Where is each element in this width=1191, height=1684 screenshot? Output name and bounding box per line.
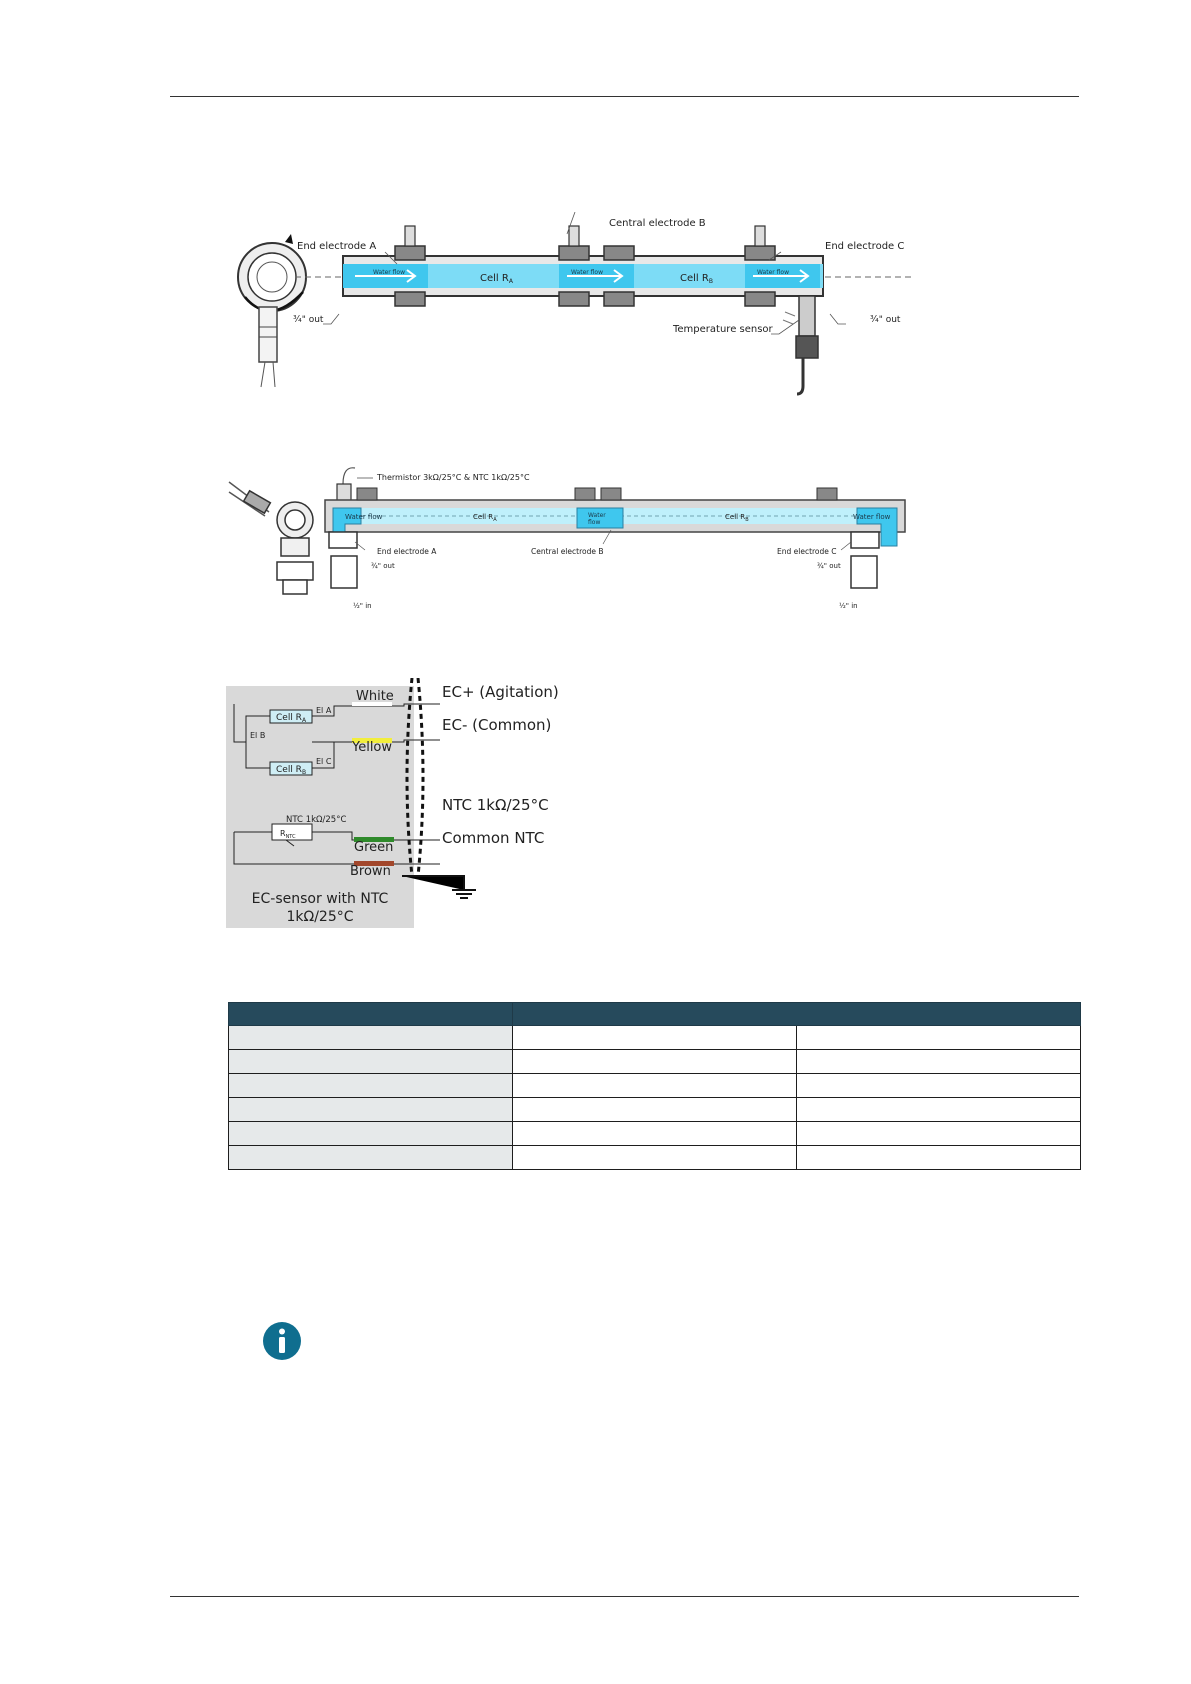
callout-end-electrode-a-2: End electrode A (377, 547, 437, 556)
water-flow-label-3: Water flow (757, 269, 790, 276)
table-row (229, 1050, 1081, 1074)
header-rule (170, 96, 1079, 97)
water-flow-label-2: Water flow (571, 269, 604, 276)
table-row (229, 1026, 1081, 1050)
temperature-sensor-part (783, 296, 818, 394)
table-cell (797, 1098, 1081, 1122)
table-cell (797, 1050, 1081, 1074)
table-header-cell (229, 1003, 513, 1026)
callout-in-right-2: ½" in (839, 602, 858, 610)
table-cell (229, 1146, 513, 1170)
table-cell (513, 1026, 797, 1050)
cell-ra-label-2: Cell $R_A$ (473, 513, 497, 523)
table-header-cell (513, 1003, 1081, 1026)
callout-out-left-2: ¾" out (371, 562, 395, 570)
figure-flowcell-variant (225, 462, 925, 614)
callout-in-left-2: ½" in (353, 602, 372, 610)
figure-wiring-diagram (226, 678, 586, 928)
table-row (229, 1122, 1081, 1146)
wire-brown-label: Brown (350, 864, 391, 879)
cell-rb-label-2: Cell $R_B$ (725, 513, 749, 523)
table-cell (229, 1026, 513, 1050)
pipe-end-view (238, 234, 306, 387)
table-header-row (229, 1003, 1081, 1026)
callout-end-electrode-a: End electrode A (297, 241, 377, 252)
rntc-text: $R_{NTC}$ (280, 829, 296, 840)
callout-end-electrode-c: End electrode C (825, 241, 905, 252)
callout-central-electrode-b: Central electrode B (609, 218, 706, 229)
water-flow-right: Water flow (853, 513, 891, 521)
cell-rb-text: Cell $R_B$ (276, 765, 307, 776)
pipe-end-view-2 (229, 482, 313, 594)
water-flow-left: Water flow (345, 513, 383, 521)
cell-ra-text: Cell $R_A$ (276, 713, 307, 724)
callout-temperature-sensor: Temperature sensor (673, 324, 773, 335)
table-cell (513, 1050, 797, 1074)
table-cell (229, 1074, 513, 1098)
table-row (229, 1074, 1081, 1098)
callout-out-left: ¾" out (293, 315, 324, 325)
callout-central-electrode-b-2: Central electrode B (531, 547, 604, 556)
callout-out-right-2: ¾" out (817, 562, 841, 570)
water-flow-center-2: flow (588, 519, 601, 526)
table-cell (229, 1050, 513, 1074)
terminal-ec-minus: EC- (Common) (442, 716, 552, 734)
table-cell (513, 1098, 797, 1122)
terminal-ntc: NTC 1kΩ/25°C (442, 796, 549, 814)
table-cell (229, 1098, 513, 1122)
spec-table (228, 1002, 1081, 1170)
cell-ra-label: Cell $R_A$ (480, 273, 513, 285)
info-icon (262, 1321, 302, 1361)
terminal-common-ntc: Common NTC (442, 829, 545, 847)
callout-end-electrode-c-2: End electrode C (777, 547, 837, 556)
panel-caption-line1: EC-sensor with NTC (251, 891, 389, 907)
el-b-label: El B (250, 731, 266, 740)
wire-white-label: White (356, 689, 394, 704)
wire-green-label: Green (354, 840, 394, 855)
table-row (229, 1098, 1081, 1122)
table-cell (797, 1026, 1081, 1050)
el-c-label: El C (316, 757, 332, 766)
figure-flowcell-side (225, 212, 925, 402)
el-a-label: El A (316, 706, 332, 715)
table-row (229, 1146, 1081, 1170)
water-flow-label-1: Water flow (373, 269, 406, 276)
callout-out-right: ¾" out (870, 315, 901, 325)
table-cell (797, 1122, 1081, 1146)
table-cell (229, 1122, 513, 1146)
table-cell (797, 1146, 1081, 1170)
table-cell (513, 1074, 797, 1098)
ntc-circuit-label: NTC 1kΩ/25°C (286, 815, 347, 825)
cell-rb-label: Cell $R_B$ (680, 273, 713, 285)
footer-rule (170, 1596, 1079, 1597)
table-cell (513, 1146, 797, 1170)
table-cell (797, 1074, 1081, 1098)
thermistor-label: Thermistor 3kΩ/25°C & NTC 1kΩ/25°C (377, 473, 530, 482)
water-flow-center-1: Water (588, 512, 606, 519)
panel-caption-line2: 1kΩ/25°C (286, 909, 354, 925)
wire-yellow-label: Yellow (352, 740, 393, 755)
terminal-ec-plus: EC+ (Agitation) (442, 683, 559, 701)
table-cell (513, 1122, 797, 1146)
